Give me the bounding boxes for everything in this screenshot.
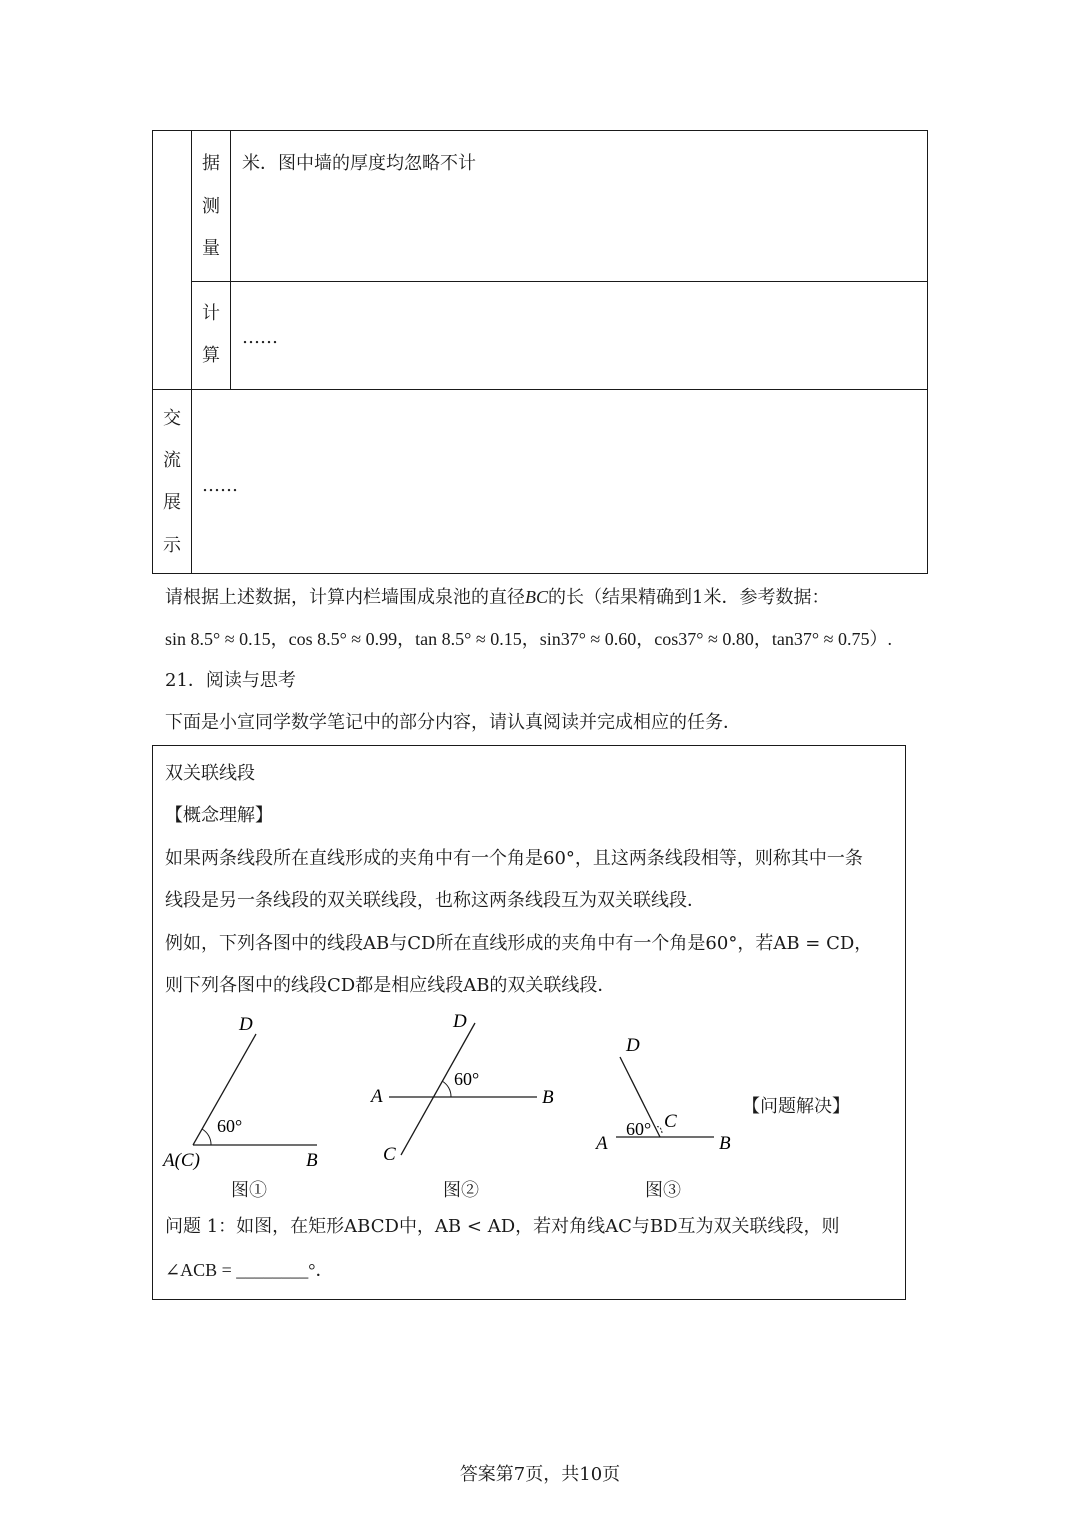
- figure-1-caption: 图①: [231, 1180, 267, 1201]
- row1-label-char: 量: [202, 238, 220, 259]
- fig3-angle-label: 60°: [626, 1119, 652, 1139]
- figure-1: [155, 1012, 355, 1172]
- example-line-2: 则下列各图中的线段CD都是相应线段AB的双关联线段．: [165, 975, 616, 996]
- page-footer: 答案第7页，共10页: [459, 1464, 621, 1485]
- fig1-angle-label: 60°: [217, 1116, 243, 1136]
- row2-label-char: 算: [202, 345, 220, 366]
- row1-label-char: 据: [202, 153, 220, 174]
- problem-1-line-1: 问题 1：如图，在矩形ABCD中，AB < AD，若对角线AC与BD互为双关联线段，则: [165, 1216, 840, 1237]
- definition-line-2: 线段是另一条线段的双关联线段，也称这两条线段互为双关联线段．: [165, 890, 705, 911]
- fig2-angle-label: 60°: [454, 1069, 480, 1089]
- q20-instruction: 请根据上述数据，计算内栏墙围成泉池的直径BC的长（结果精确到1米．参考数据：: [165, 587, 830, 608]
- fig2-label-d: D: [453, 1011, 467, 1032]
- row1-content: 米．图中墙的厚度均忽略不计: [242, 153, 476, 174]
- row3-label-char: 示: [163, 535, 181, 556]
- row2-label-char: 计: [202, 303, 220, 324]
- figure-3-caption: 图③: [645, 1180, 681, 1201]
- row3-label-char: 展: [163, 492, 181, 513]
- fig1-label-ac: A(C): [163, 1150, 200, 1171]
- row2-content: ……: [242, 327, 278, 348]
- q21-title: 21．阅读与思考: [165, 670, 296, 691]
- fig2-label-b: B: [542, 1087, 554, 1108]
- fig3-label-d: D: [626, 1035, 640, 1056]
- fig2-label-a: A: [371, 1086, 383, 1107]
- figure-2-caption: 图②: [443, 1180, 479, 1201]
- problem-solving-header: 【问题解决】: [742, 1096, 850, 1117]
- example-line-1: 例如，下列各图中的线段AB与CD所在直线形成的夹角中有一个角是60°，若AB = CD，: [165, 933, 873, 954]
- figure-2: [365, 1005, 575, 1170]
- row3-content: ……: [202, 475, 238, 496]
- row3-label-char: 交: [163, 408, 181, 429]
- fig3-label-c: C: [664, 1111, 677, 1132]
- fig1-label-d: D: [239, 1014, 253, 1035]
- q20-reference-data: sin 8.5° ≈ 0.15，cos 8.5° ≈ 0.99，tan 8.5° ≈ 0.15，sin37° ≈ 0.60，cos37° ≈ 0.80，tan37° ≈ 0.75）.: [165, 629, 892, 649]
- notes-title: 双关联线段: [165, 763, 255, 784]
- definition-line-1: 如果两条线段所在直线形成的夹角中有一个角是60°，且这两条线段相等，则称其中一条: [165, 848, 863, 869]
- fig3-label-b: B: [719, 1133, 731, 1154]
- figure-3: [590, 1025, 750, 1160]
- concept-header: 【概念理解】: [165, 805, 273, 826]
- problem-1-line-2: ∠ACB = ________°．: [165, 1260, 334, 1280]
- row1-label-char: 测: [202, 196, 220, 217]
- fig3-label-a: A: [596, 1133, 608, 1154]
- row3-label-char: 流: [163, 450, 181, 471]
- q21-intro: 下面是小宣同学数学笔记中的部分内容，请认真阅读并完成相应的任务．: [165, 712, 741, 733]
- fig1-label-b: B: [306, 1150, 318, 1171]
- fig2-label-c: C: [383, 1144, 396, 1165]
